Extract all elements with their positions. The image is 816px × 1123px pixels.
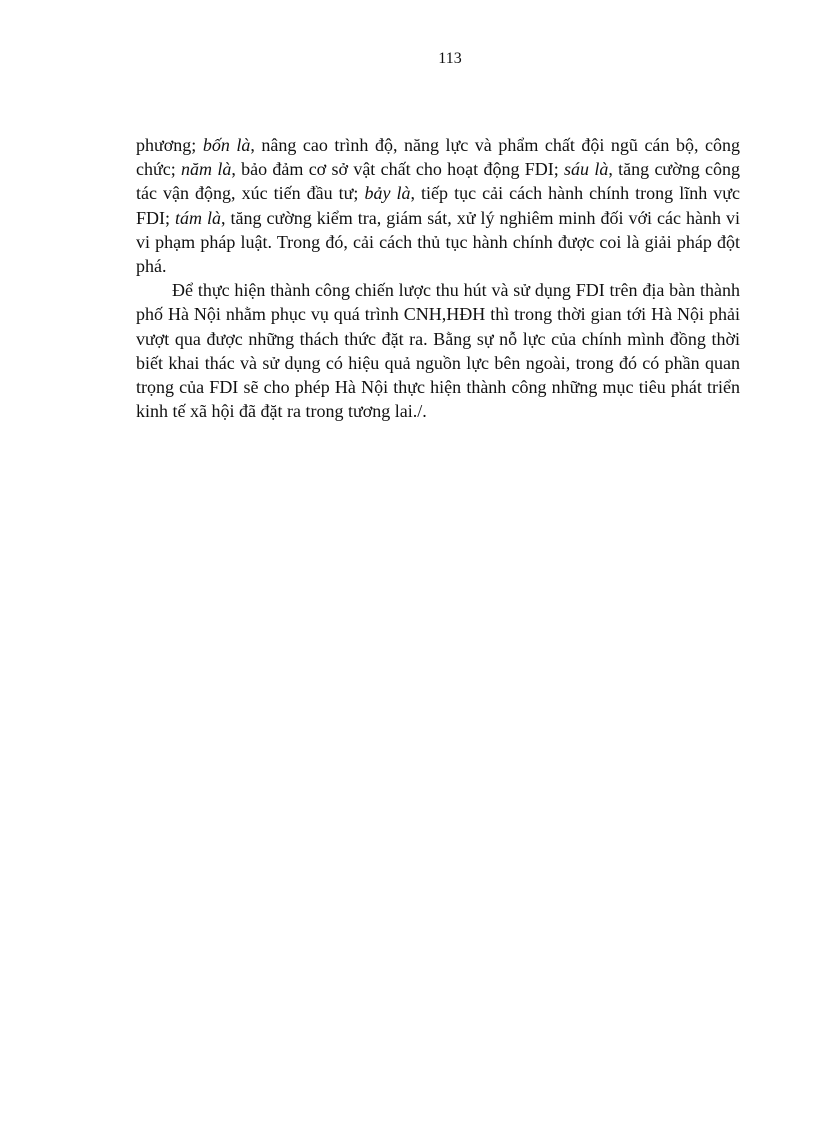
text-span: , nâng cao trình độ, năng lực và phẩm chất đội ngũ cán bộ, công chức; <box>136 135 740 180</box>
italic-enumerator: bảy là <box>364 183 411 204</box>
paragraph-solutions <box>136 133 740 278</box>
body-text <box>136 133 740 423</box>
italic-enumerator: bốn là <box>202 135 251 155</box>
italic-enumerator: tám là <box>175 207 222 228</box>
paragraph-conclusion: Để thực hiện thành công chiến lược thu hút và sử dụng FDI trên địa bàn thành phố Hà Nội nhằm phục vụ quá trình CNH,HĐH thì trong thời gian tới Hà Nội phải vượt qua được những thách thức đặt ra. Bằng sự nỗ lực của chính mình đồng thời biết khai thác và sử dụng có hiệu quả nguồn lực bên ngoài, trong đó có phần quan trọng của FDI sẽ cho phép Hà Nội thực hiện thành công những mục tiêu phát triển kinh tế xã hội đã đặt ra trong tương lai./. <box>136 280 740 422</box>
page-number: 113 <box>438 50 462 67</box>
italic-enumerator: sáu là <box>564 159 609 180</box>
italic-enumerator: năm là <box>181 159 232 180</box>
text-span: , tiếp tục cải cách hành chính trong lĩnh vực FDI; <box>136 183 740 228</box>
text-span: , tăng cường công tác vận động, xúc tiến đầu tư; <box>136 159 740 204</box>
text-span: , bảo đảm cơ sở vật chất cho hoạt động FDI; <box>231 159 565 180</box>
text-span: phương; <box>136 135 203 155</box>
text-span: , tăng cường kiểm tra, giám sát, xử lý nghiêm minh đối với các hành vi vi phạm pháp luật. Trong đó, cải cách thủ tục hành chính được coi là giải pháp đột phá. <box>136 207 740 277</box>
